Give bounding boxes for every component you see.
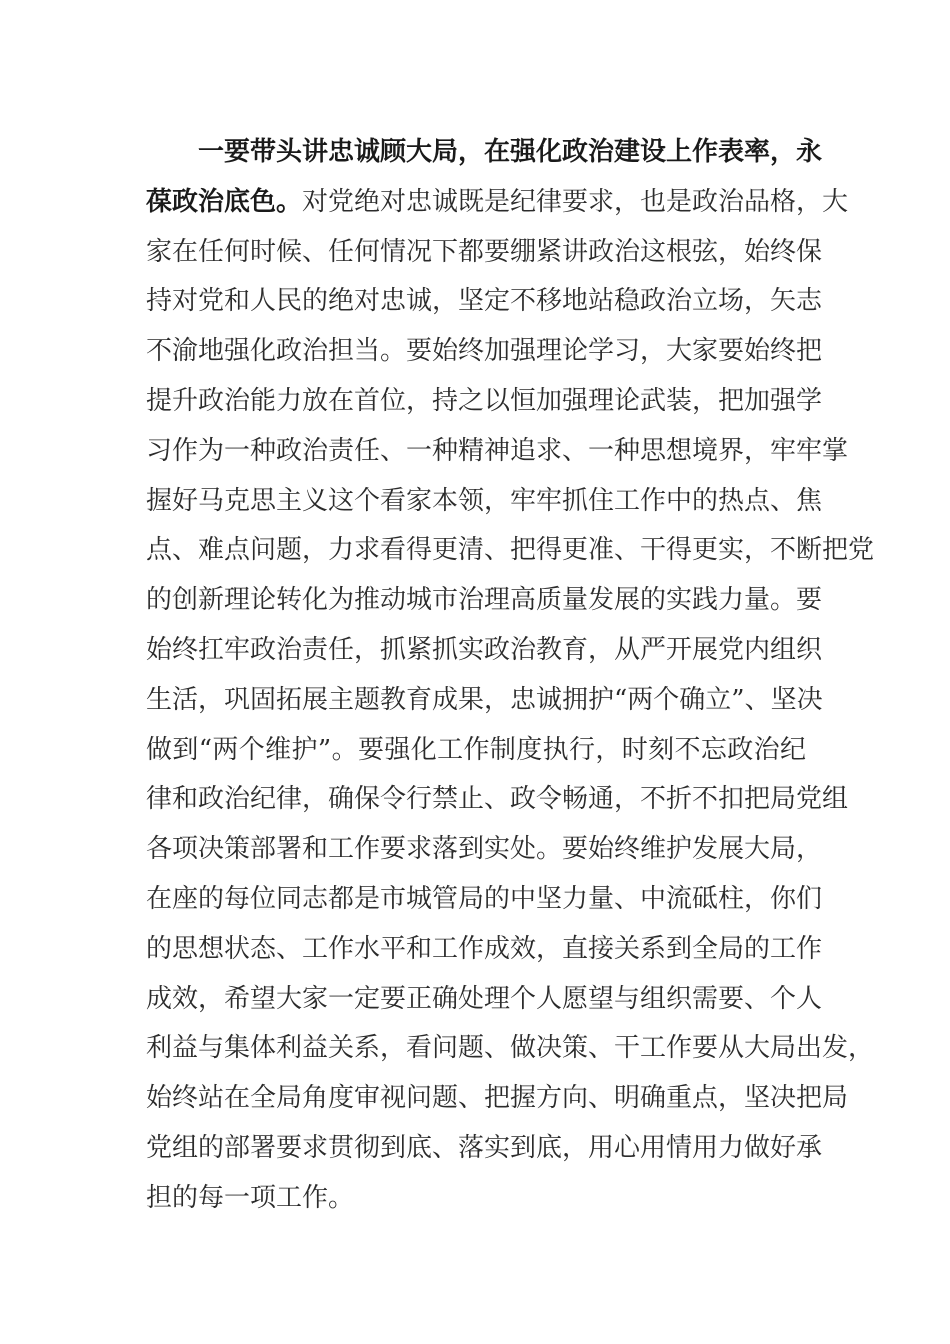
paragraph-line: 在座的每位同志都是市城管局的中坚力量、中流砥柱，你们 [146, 883, 823, 914]
paragraph-line: 的创新理论转化为推动城市治理高质量发展的实践力量。要 [146, 585, 823, 616]
paragraph-line: 党组的部署要求贯彻到底、落实到底，用心用情用力做好承 [146, 1132, 823, 1163]
paragraph-line: 的思想状态、工作水平和工作成效，直接关系到全局的工作 [146, 933, 823, 964]
paragraph-line: 成效，希望大家一定要正确处理个人愿望与组织需要、个人 [146, 983, 823, 1014]
paragraph-line: 习作为一种政治责任、一种精神追求、一种思想境界，牢牢掌 [146, 435, 849, 466]
paragraph-line: 持对党和人民的绝对忠诚，坚定不移地站稳政治立场，矢志 [146, 286, 823, 317]
paragraph-line: 提升政治能力放在首位，持之以恒加强理论武装，把加强学 [146, 385, 823, 416]
body-paragraph [146, 128, 875, 1224]
paragraph-line: 始终站在全局角度审视问题、把握方向、明确重点，坚决把局 [146, 1083, 849, 1114]
paragraph-line: 家在任何时候、任何情况下都要绷紧讲政治这根弦，始终保 [146, 236, 823, 267]
paragraph-line-2 [146, 178, 849, 228]
paragraph-line: 不渝地强化政治担当。要始终加强理论学习，大家要始终把 [146, 336, 823, 367]
paragraph-line: 各项决策部署和工作要求落到实处。要始终维护发展大局， [146, 834, 823, 865]
paragraph-line: 生活，巩固拓展主题教育成果，忠诚拥护“两个确立”、坚决 [146, 684, 823, 715]
paragraph-line-last: 担的每一项工作。 [146, 1182, 355, 1213]
paragraph-line-2-text: 对党绝对忠诚既是纪律要求，也是政治品格，大 [302, 186, 849, 217]
paragraph-line: 始终扛牢政治责任，抓紧抓实政治教育，从严开展党内组织 [146, 634, 823, 665]
paragraph-line: 做到“两个维护”。要强化工作制度执行，时刻不忘政治纪 [146, 734, 806, 765]
paragraph-line: 律和政治纪律，确保令行禁止、政令畅通，不折不扣把局党组 [146, 784, 849, 815]
paragraph-line: 利益与集体利益关系，看问题、做决策、干工作要从大局出发， [146, 1033, 875, 1064]
paragraph-heading-line-1: 一要带头讲忠诚顾大局，在强化政治建设上作表率，永 [198, 137, 823, 167]
paragraph-line: 握好马克思主义这个看家本领，牢牢抓住工作中的热点、焦 [146, 485, 823, 516]
paragraph-heading-line-2: 葆政治底色。 [146, 186, 303, 217]
paragraph-line: 点、难点问题，力求看得更清、把得更准、干得更实，不断把党 [146, 535, 875, 566]
